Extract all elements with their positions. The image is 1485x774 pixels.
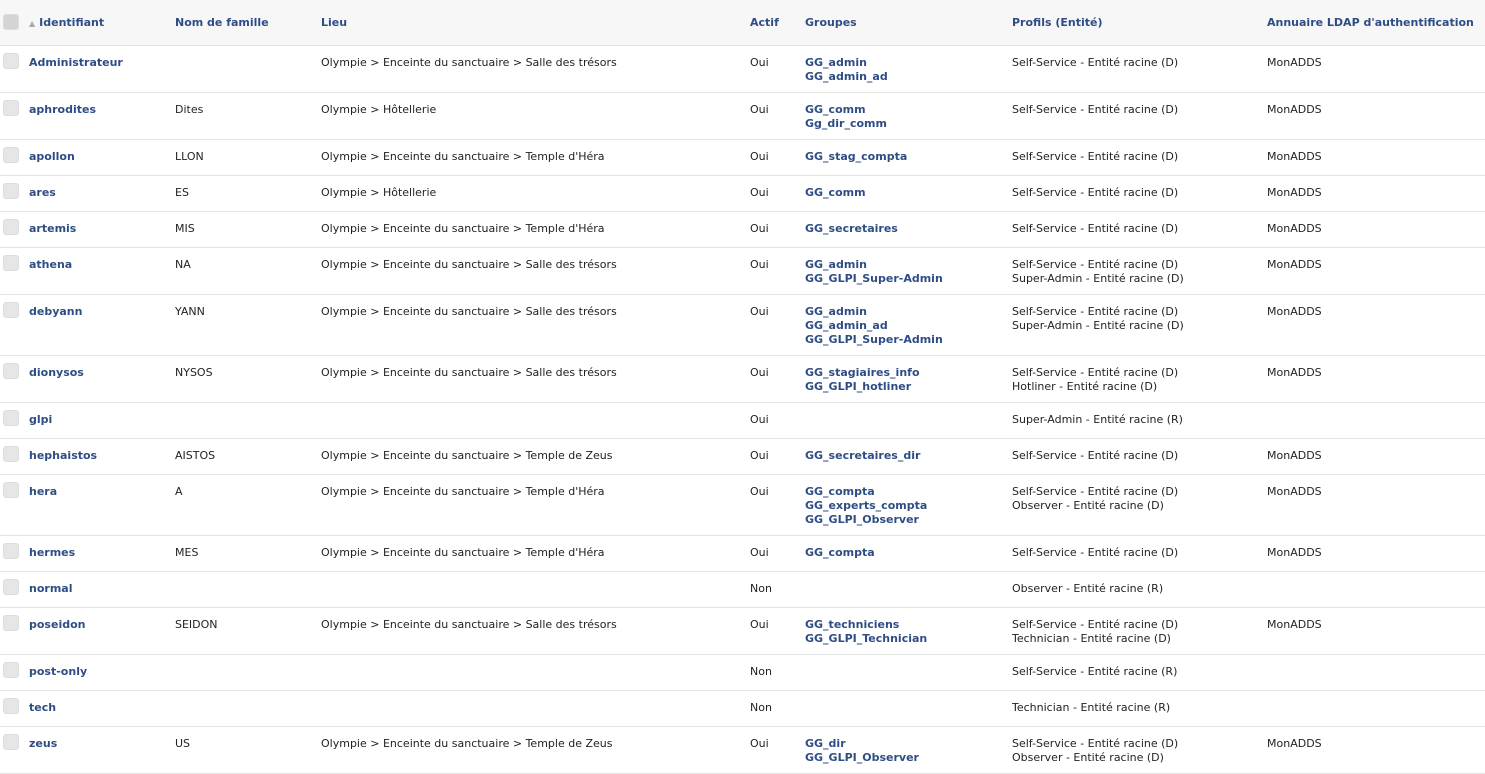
- cell-nom: MES: [175, 535, 321, 571]
- row-checkbox[interactable]: [3, 100, 19, 116]
- cell-ldap: [1267, 402, 1485, 438]
- profil-entry: Self-Service - Entité racine (D): [1012, 617, 1179, 631]
- user-link[interactable]: aphrodites: [29, 102, 97, 116]
- cell-actif: Oui: [750, 211, 805, 247]
- group-link[interactable]: GG_compta: [805, 484, 875, 498]
- cell-actif: Non: [750, 571, 805, 607]
- group-link[interactable]: GG_comm: [805, 102, 866, 116]
- cell-actif: Oui: [750, 438, 805, 474]
- row-select-cell: [0, 474, 29, 535]
- header-actif[interactable]: [750, 0, 805, 45]
- row-checkbox[interactable]: [3, 302, 19, 318]
- row-checkbox[interactable]: [3, 734, 19, 750]
- cell-lieu: Olympie > Hôtellerie: [321, 92, 750, 139]
- row-select-cell: [0, 45, 29, 92]
- row-checkbox[interactable]: [3, 410, 19, 426]
- header-lieu-label[interactable]: Lieu: [321, 15, 348, 29]
- cell-profils: [1012, 690, 1267, 726]
- profil-entry: Hotliner - Entité racine (D): [1012, 379, 1158, 393]
- cell-lieu: Olympie > Enceinte du sanctuaire > Temple de Zeus: [321, 726, 750, 773]
- cell-profils: [1012, 92, 1267, 139]
- header-groupes-label[interactable]: Groupes: [805, 15, 857, 29]
- cell-ldap: MonADDS: [1267, 726, 1485, 773]
- group-link[interactable]: GG_stag_compta: [805, 149, 908, 163]
- cell-identifiant: [29, 535, 175, 571]
- header-profils-label[interactable]: Profils (Entité): [1012, 15, 1103, 29]
- profil-entry: Technician - Entité racine (D): [1012, 631, 1171, 645]
- user-link[interactable]: hermes: [29, 545, 76, 559]
- cell-ldap: MonADDS: [1267, 247, 1485, 294]
- cell-lieu: Olympie > Enceinte du sanctuaire > Temple d'Héra: [321, 535, 750, 571]
- user-link[interactable]: poseidon: [29, 617, 86, 631]
- group-link[interactable]: GG_secretaires_dir: [805, 448, 921, 462]
- table-row: [0, 535, 1485, 571]
- profil-entry: Super-Admin - Entité racine (D): [1012, 271, 1184, 285]
- cell-profils: [1012, 571, 1267, 607]
- cell-identifiant: [29, 690, 175, 726]
- group-link[interactable]: GG_stagiaires_info: [805, 365, 920, 379]
- cell-profils: [1012, 607, 1267, 654]
- profil-entry: Self-Service - Entité racine (D): [1012, 257, 1179, 271]
- profil-entry: Self-Service - Entité racine (D): [1012, 185, 1179, 199]
- cell-identifiant: [29, 654, 175, 690]
- cell-lieu: Olympie > Enceinte du sanctuaire > Salle des trésors: [321, 355, 750, 402]
- sort-ascending-icon: ▲: [29, 18, 36, 28]
- row-select-cell: [0, 211, 29, 247]
- cell-identifiant: [29, 247, 175, 294]
- cell-groupes: [805, 535, 1012, 571]
- header-ldap[interactable]: [1267, 0, 1485, 45]
- cell-nom: LLON: [175, 139, 321, 175]
- user-link[interactable]: tech: [29, 700, 57, 714]
- select-all-checkbox[interactable]: [3, 14, 19, 30]
- header-groupes[interactable]: [805, 0, 1012, 45]
- table-row: [0, 355, 1485, 402]
- user-link[interactable]: debyann: [29, 304, 83, 318]
- cell-identifiant: [29, 175, 175, 211]
- cell-lieu: Olympie > Enceinte du sanctuaire > Temple de Zeus: [321, 438, 750, 474]
- cell-identifiant: [29, 211, 175, 247]
- profil-entry: Observer - Entité racine (D): [1012, 498, 1164, 512]
- table-row: [0, 92, 1485, 139]
- profil-entry: Self-Service - Entité racine (D): [1012, 484, 1179, 498]
- cell-profils: [1012, 139, 1267, 175]
- cell-nom: Dites: [175, 92, 321, 139]
- row-select-cell: [0, 726, 29, 773]
- cell-identifiant: [29, 45, 175, 92]
- cell-nom: [175, 45, 321, 92]
- cell-identifiant: [29, 607, 175, 654]
- group-link[interactable]: GG_GLPI_hotliner: [805, 379, 912, 393]
- cell-nom: [175, 571, 321, 607]
- row-checkbox[interactable]: [3, 255, 19, 271]
- profil-entry: Super-Admin - Entité racine (R): [1012, 412, 1183, 426]
- cell-identifiant: [29, 726, 175, 773]
- cell-lieu: Olympie > Enceinte du sanctuaire > Temple d'Héra: [321, 211, 750, 247]
- cell-lieu: [321, 654, 750, 690]
- cell-identifiant: [29, 139, 175, 175]
- profil-entry: Self-Service - Entité racine (D): [1012, 149, 1179, 163]
- cell-ldap: MonADDS: [1267, 211, 1485, 247]
- cell-actif: Non: [750, 690, 805, 726]
- group-link[interactable]: GG_GLPI_Technician: [805, 631, 928, 645]
- cell-actif: Oui: [750, 139, 805, 175]
- row-checkbox[interactable]: [3, 543, 19, 559]
- table-row: [0, 211, 1485, 247]
- cell-profils: [1012, 402, 1267, 438]
- header-identifiant-label[interactable]: Identifiant: [39, 15, 105, 29]
- group-link[interactable]: GG_admin_ad: [805, 318, 888, 332]
- row-select-cell: [0, 438, 29, 474]
- cell-profils: [1012, 474, 1267, 535]
- cell-groupes: [805, 474, 1012, 535]
- cell-nom: NYSOS: [175, 355, 321, 402]
- group-link[interactable]: GG_GLPI_Observer: [805, 512, 919, 526]
- cell-identifiant: [29, 294, 175, 355]
- group-link[interactable]: GG_GLPI_Super-Admin: [805, 271, 943, 285]
- group-link[interactable]: Gg_dir_comm: [805, 116, 887, 130]
- group-link[interactable]: GG_dir: [805, 736, 846, 750]
- cell-actif: Oui: [750, 294, 805, 355]
- table-row: [0, 726, 1485, 773]
- cell-actif: Oui: [750, 247, 805, 294]
- cell-lieu: Olympie > Enceinte du sanctuaire > Temple d'Héra: [321, 139, 750, 175]
- header-identifiant[interactable]: [29, 0, 175, 45]
- group-link[interactable]: GG_admin: [805, 55, 867, 69]
- row-select-cell: [0, 402, 29, 438]
- user-link[interactable]: dionysos: [29, 365, 84, 379]
- user-link[interactable]: hephaistos: [29, 448, 98, 462]
- row-select-cell: [0, 535, 29, 571]
- profil-entry: Self-Service - Entité racine (D): [1012, 221, 1179, 235]
- profil-entry: Observer - Entité racine (D): [1012, 750, 1164, 764]
- profil-entry: Self-Service - Entité racine (D): [1012, 304, 1179, 318]
- row-checkbox[interactable]: [3, 363, 19, 379]
- cell-ldap: MonADDS: [1267, 355, 1485, 402]
- cell-groupes: [805, 355, 1012, 402]
- group-link[interactable]: GG_GLPI_Observer: [805, 750, 919, 764]
- header-ldap-label[interactable]: Annuaire LDAP d'authentification: [1267, 15, 1474, 29]
- cell-actif: Non: [750, 654, 805, 690]
- table-row: [0, 571, 1485, 607]
- cell-groupes: [805, 175, 1012, 211]
- user-link[interactable]: normal: [29, 581, 73, 595]
- cell-ldap: MonADDS: [1267, 175, 1485, 211]
- cell-nom: MIS: [175, 211, 321, 247]
- profil-entry: Self-Service - Entité racine (D): [1012, 545, 1179, 559]
- table-row: [0, 139, 1485, 175]
- row-checkbox[interactable]: [3, 482, 19, 498]
- profil-entry: Super-Admin - Entité racine (D): [1012, 318, 1184, 332]
- cell-nom: [175, 402, 321, 438]
- cell-actif: Oui: [750, 607, 805, 654]
- cell-profils: [1012, 294, 1267, 355]
- cell-groupes: [805, 139, 1012, 175]
- profil-entry: Self-Service - Entité racine (D): [1012, 736, 1179, 750]
- cell-lieu: Olympie > Enceinte du sanctuaire > Salle des trésors: [321, 607, 750, 654]
- cell-actif: Oui: [750, 45, 805, 92]
- cell-groupes: [805, 690, 1012, 726]
- table-row: [0, 402, 1485, 438]
- cell-ldap: [1267, 690, 1485, 726]
- user-link[interactable]: hera: [29, 484, 58, 498]
- user-link[interactable]: zeus: [29, 736, 58, 750]
- cell-lieu: [321, 571, 750, 607]
- cell-ldap: MonADDS: [1267, 607, 1485, 654]
- cell-lieu: Olympie > Enceinte du sanctuaire > Salle des trésors: [321, 294, 750, 355]
- row-checkbox[interactable]: [3, 219, 19, 235]
- cell-identifiant: [29, 571, 175, 607]
- row-checkbox[interactable]: [3, 147, 19, 163]
- group-link[interactable]: GG_GLPI_Super-Admin: [805, 332, 943, 346]
- cell-groupes: [805, 402, 1012, 438]
- row-checkbox[interactable]: [3, 698, 19, 714]
- cell-groupes: [805, 726, 1012, 773]
- user-link[interactable]: post-only: [29, 664, 88, 678]
- row-select-cell: [0, 294, 29, 355]
- table-row: [0, 474, 1485, 535]
- table-row: [0, 438, 1485, 474]
- profil-entry: Self-Service - Entité racine (D): [1012, 365, 1179, 379]
- cell-actif: Oui: [750, 355, 805, 402]
- row-checkbox[interactable]: [3, 183, 19, 199]
- cell-groupes: [805, 571, 1012, 607]
- row-select-cell: [0, 355, 29, 402]
- row-select-cell: [0, 607, 29, 654]
- cell-actif: Oui: [750, 535, 805, 571]
- cell-groupes: [805, 92, 1012, 139]
- cell-ldap: MonADDS: [1267, 294, 1485, 355]
- group-link[interactable]: GG_admin: [805, 257, 867, 271]
- header-profils[interactable]: [1012, 0, 1267, 45]
- user-link[interactable]: Administrateur: [29, 55, 123, 69]
- cell-profils: [1012, 355, 1267, 402]
- cell-nom: YANN: [175, 294, 321, 355]
- profil-entry: Self-Service - Entité racine (D): [1012, 55, 1179, 69]
- row-checkbox[interactable]: [3, 446, 19, 462]
- table-header-row: [0, 0, 1485, 45]
- cell-lieu: Olympie > Hôtellerie: [321, 175, 750, 211]
- cell-nom: ES: [175, 175, 321, 211]
- cell-identifiant: [29, 402, 175, 438]
- header-nom-label[interactable]: Nom de famille: [175, 15, 269, 29]
- cell-actif: Oui: [750, 175, 805, 211]
- table-row: [0, 294, 1485, 355]
- table-row: [0, 607, 1485, 654]
- cell-groupes: [805, 211, 1012, 247]
- table-row: [0, 45, 1485, 92]
- profil-entry: Self-Service - Entité racine (D): [1012, 448, 1179, 462]
- group-link[interactable]: GG_secretaires: [805, 221, 898, 235]
- cell-actif: Oui: [750, 402, 805, 438]
- cell-lieu: [321, 690, 750, 726]
- table-row: [0, 247, 1485, 294]
- row-select-cell: [0, 92, 29, 139]
- user-link[interactable]: ares: [29, 185, 56, 199]
- cell-lieu: [321, 402, 750, 438]
- row-select-cell: [0, 247, 29, 294]
- cell-profils: [1012, 175, 1267, 211]
- row-checkbox[interactable]: [3, 579, 19, 595]
- user-link[interactable]: glpi: [29, 412, 53, 426]
- cell-ldap: MonADDS: [1267, 438, 1485, 474]
- cell-identifiant: [29, 92, 175, 139]
- cell-ldap: MonADDS: [1267, 45, 1485, 92]
- cell-profils: [1012, 438, 1267, 474]
- profil-entry: Technician - Entité racine (R): [1012, 700, 1171, 714]
- cell-nom: NA: [175, 247, 321, 294]
- row-select-cell: [0, 175, 29, 211]
- group-link[interactable]: GG_experts_compta: [805, 498, 928, 512]
- cell-nom: [175, 654, 321, 690]
- cell-groupes: [805, 654, 1012, 690]
- group-link[interactable]: GG_comm: [805, 185, 866, 199]
- table-body: [0, 45, 1485, 773]
- cell-profils: [1012, 45, 1267, 92]
- cell-lieu: Olympie > Enceinte du sanctuaire > Temple d'Héra: [321, 474, 750, 535]
- cell-profils: [1012, 211, 1267, 247]
- cell-ldap: MonADDS: [1267, 474, 1485, 535]
- cell-profils: [1012, 535, 1267, 571]
- cell-groupes: [805, 294, 1012, 355]
- header-nom[interactable]: [175, 0, 321, 45]
- cell-nom: US: [175, 726, 321, 773]
- group-link[interactable]: GG_techniciens: [805, 617, 900, 631]
- group-link[interactable]: GG_compta: [805, 545, 875, 559]
- cell-profils: [1012, 247, 1267, 294]
- header-lieu[interactable]: [321, 0, 750, 45]
- user-link[interactable]: athena: [29, 257, 73, 271]
- row-select-cell: [0, 139, 29, 175]
- cell-actif: Oui: [750, 474, 805, 535]
- table-row: [0, 690, 1485, 726]
- user-link[interactable]: apollon: [29, 149, 75, 163]
- group-link[interactable]: GG_admin: [805, 304, 867, 318]
- profil-entry: Observer - Entité racine (R): [1012, 581, 1164, 595]
- cell-profils: [1012, 726, 1267, 773]
- group-link[interactable]: GG_admin_ad: [805, 69, 888, 83]
- cell-nom: A: [175, 474, 321, 535]
- header-actif-label[interactable]: Actif: [750, 15, 779, 29]
- row-select-cell: [0, 690, 29, 726]
- cell-actif: Oui: [750, 92, 805, 139]
- profil-entry: Self-Service - Entité racine (D): [1012, 102, 1179, 116]
- cell-ldap: MonADDS: [1267, 139, 1485, 175]
- table-row: [0, 175, 1485, 211]
- cell-lieu: Olympie > Enceinte du sanctuaire > Salle des trésors: [321, 247, 750, 294]
- cell-profils: [1012, 654, 1267, 690]
- cell-identifiant: [29, 438, 175, 474]
- user-link[interactable]: artemis: [29, 221, 77, 235]
- cell-groupes: [805, 438, 1012, 474]
- cell-ldap: [1267, 571, 1485, 607]
- cell-nom: SEIDON: [175, 607, 321, 654]
- row-checkbox[interactable]: [3, 615, 19, 631]
- cell-actif: Oui: [750, 726, 805, 773]
- cell-groupes: [805, 45, 1012, 92]
- cell-ldap: MonADDS: [1267, 535, 1485, 571]
- row-select-cell: [0, 654, 29, 690]
- cell-groupes: [805, 247, 1012, 294]
- cell-nom: AISTOS: [175, 438, 321, 474]
- cell-nom: [175, 690, 321, 726]
- cell-lieu: Olympie > Enceinte du sanctuaire > Salle des trésors: [321, 45, 750, 92]
- cell-ldap: MonADDS: [1267, 92, 1485, 139]
- row-checkbox[interactable]: [3, 662, 19, 678]
- cell-identifiant: [29, 355, 175, 402]
- table-row: [0, 654, 1485, 690]
- cell-groupes: [805, 607, 1012, 654]
- row-checkbox[interactable]: [3, 53, 19, 69]
- cell-identifiant: [29, 474, 175, 535]
- row-select-cell: [0, 571, 29, 607]
- cell-ldap: [1267, 654, 1485, 690]
- select-all-cell: [0, 0, 29, 45]
- profil-entry: Self-Service - Entité racine (R): [1012, 664, 1178, 678]
